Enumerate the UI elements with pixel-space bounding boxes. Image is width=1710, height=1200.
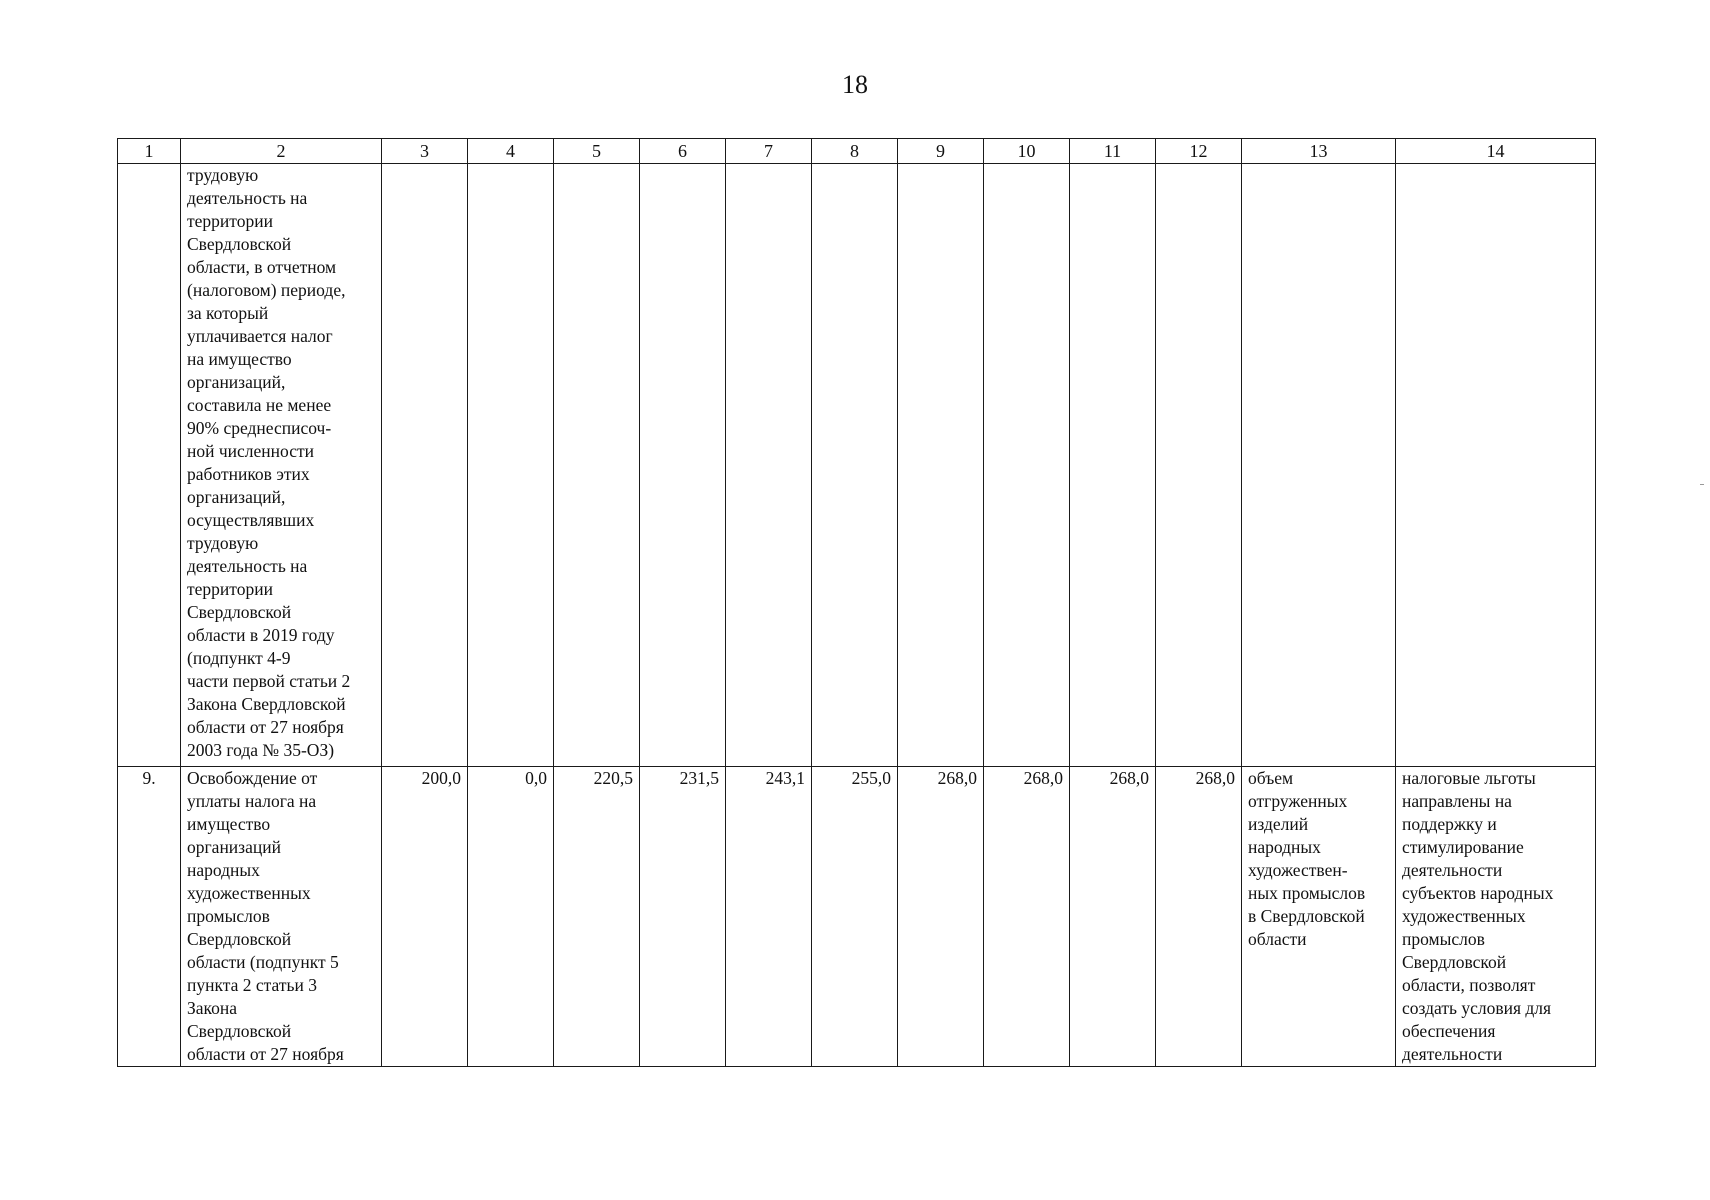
table-cell [1156,164,1242,767]
column-header-4: 4 [468,139,554,164]
column-header-5: 5 [554,139,640,164]
table-cell-value: 255,0 [812,767,898,1067]
column-header-2: 2 [181,139,382,164]
table-cell-value: 268,0 [984,767,1070,1067]
table-cell [1070,164,1156,767]
column-header-9: 9 [898,139,984,164]
table-cell-value: 200,0 [382,767,468,1067]
table-cell [554,164,640,767]
table-cell [726,164,812,767]
column-header-10: 10 [984,139,1070,164]
table-cell [1396,164,1596,767]
column-header-8: 8 [812,139,898,164]
table-cell-value: 268,0 [1156,767,1242,1067]
table-cell-indicator: объем отгруженных изделий народных художествен- ных промыслов в Свердловской области [1242,767,1396,1067]
table-cell-value: 0,0 [468,767,554,1067]
data-table [117,138,1596,1067]
table-cell-value: 220,5 [554,767,640,1067]
page-number: 18 [842,70,868,99]
table-cell-description: Освобождение от уплаты налога на имущество организаций народных художественных промыслов Свердловской области (подпункт 5 пункта 2 статьи 3 Закона Свердловской области от 27 ноября [181,767,382,1067]
table-cell [1242,164,1396,767]
table-cell [640,164,726,767]
table-cell [898,164,984,767]
scan-artifact [1700,484,1704,485]
table-cell [382,164,468,767]
table-cell [118,164,181,767]
table-cell-rationale: налоговые льготы направлены на поддержку и стимулирование деятельности субъектов народных художественных промыслов Свердловской области, позволят создать условия для обеспечения деятельности [1396,767,1596,1067]
column-header-14: 14 [1396,139,1596,164]
table-cell [468,164,554,767]
table-cell-value: 231,5 [640,767,726,1067]
table-cell [984,164,1070,767]
column-header-12: 12 [1156,139,1242,164]
table-cell [812,164,898,767]
table-row-continuation [118,164,1596,767]
row-number: 9. [118,767,181,1067]
column-header-11: 11 [1070,139,1156,164]
column-header-6: 6 [640,139,726,164]
table-cell-value: 268,0 [1070,767,1156,1067]
column-header-1: 1 [118,139,181,164]
table-cell-value: 268,0 [898,767,984,1067]
table-cell-value: 243,1 [726,767,812,1067]
table-row-9 [118,767,1596,1067]
column-header-13: 13 [1242,139,1396,164]
column-header-7: 7 [726,139,812,164]
column-header-3: 3 [382,139,468,164]
header-row [118,139,1596,164]
table-cell-description: трудовую деятельность на территории Свердловской области, в отчетном (налоговом) периоде, за который уплачивается налог на имущество организаций, составила не менее 90% среднесписоч- ной численности работников этих организаций, осуществлявших трудовую деятельность на территории Свердловской области в 2019 году (подпункт 4-9 части первой статьи 2 Закона Свердловской области от 27 ноября 2003 года № 35-ОЗ) [181,164,382,767]
